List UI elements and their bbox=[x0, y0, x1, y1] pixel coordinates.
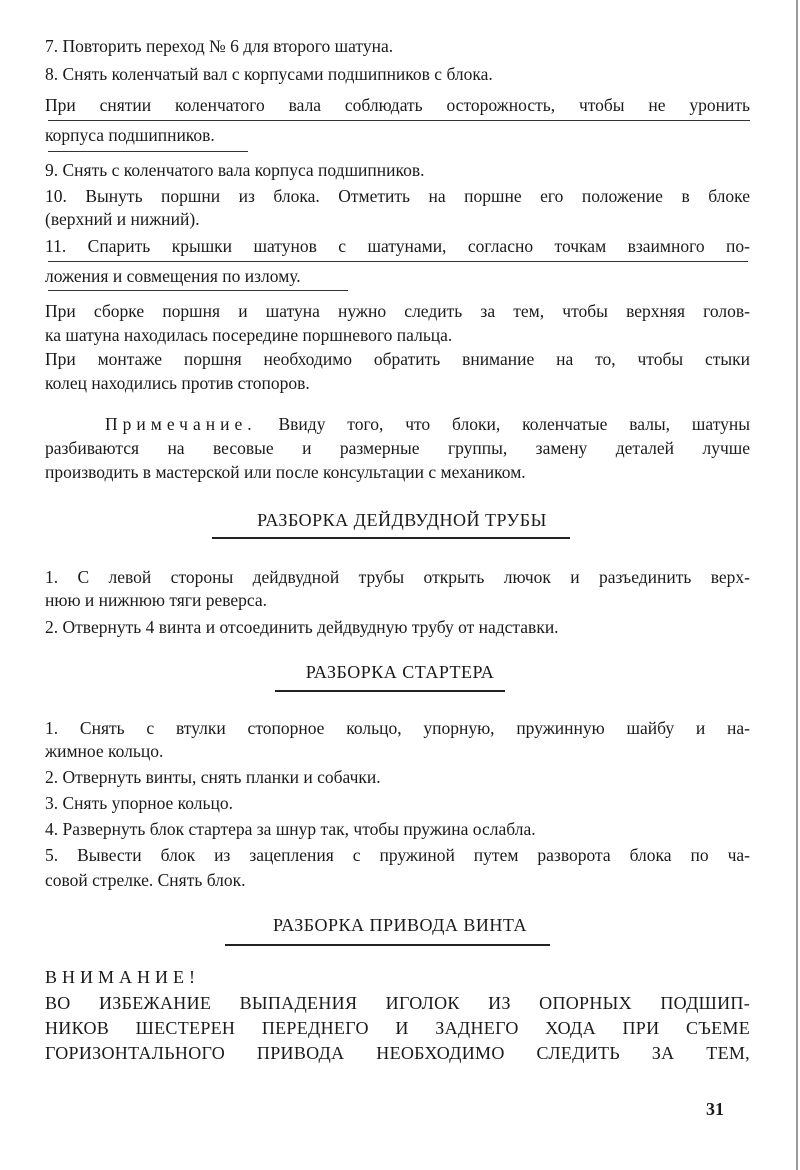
text-line: ка шатуна находилась посередине поршневого пальца. bbox=[45, 325, 453, 345]
text-line: 4. Развернуть блок стартера за шнур так, чтобы пружина ослабла. bbox=[45, 819, 536, 839]
text-line: 2. Отвернуть 4 винта и отсоединить дейдвудную трубу от надставки. bbox=[45, 617, 559, 637]
note-line: разбиваются на весовые и размерные группы, замену деталей лучше bbox=[45, 438, 750, 458]
text-line: колец находились против стопоров. bbox=[45, 373, 310, 393]
section-heading: РАЗБОРКА ПРИВОДА ВИНТА bbox=[273, 915, 527, 935]
text-line: 9. Снять с коленчатого вала корпуса подшипников. bbox=[45, 160, 425, 180]
text-line: (верхний и нижний). bbox=[45, 209, 200, 229]
text-line: корпуса подшипников. bbox=[45, 125, 215, 145]
text-line: 8. Снять коленчатый вал с корпусами подшипников с блока. bbox=[45, 64, 493, 84]
heading-underline bbox=[275, 690, 505, 692]
text-line: 11. Спарить крышки шатунов с шатунами, согласно точкам взаимного по- bbox=[45, 236, 750, 256]
underline bbox=[48, 290, 348, 291]
heading-underline bbox=[212, 537, 570, 539]
underline bbox=[48, 120, 750, 121]
text-line: нюю и нижнюю тяги реверса. bbox=[45, 590, 268, 610]
heading-underline bbox=[225, 944, 550, 946]
note-line bbox=[105, 413, 750, 435]
warning-line: ВО ИЗБЕЖАНИЕ ВЫПАДЕНИЯ ИГОЛОК ИЗ ОПОРНЫХ ПОДШИП- bbox=[45, 993, 750, 1013]
text-line: жимное кольцо. bbox=[45, 741, 164, 761]
text-line: 3. Снять упорное кольцо. bbox=[45, 793, 234, 813]
text-line: совой стрелке. Снять блок. bbox=[45, 870, 246, 890]
text-line: ложения и совмещения по излому. bbox=[45, 266, 301, 286]
underline bbox=[48, 261, 748, 262]
note-line: производить в мастерской или после консультации с механиком. bbox=[45, 462, 526, 482]
page-number: 31 bbox=[706, 1099, 724, 1119]
section-heading: РАЗБОРКА СТАРТЕРА bbox=[305, 662, 495, 682]
page-edge bbox=[796, 0, 798, 1170]
warning-line: ГОРИЗОНТАЛЬНОГО ПРИВОДА НЕОБХОДИМО СЛЕДИТЬ ЗА ТЕМ, bbox=[45, 1043, 750, 1063]
note-text: Ввиду того, что блоки, коленчатые валы, шатуны bbox=[278, 414, 751, 434]
text-line: При сборке поршня и шатуна нужно следить за тем, чтобы верхняя голов- bbox=[45, 301, 750, 321]
text-line: 2. Отвернуть винты, снять планки и собачки. bbox=[45, 767, 381, 787]
note-label: Примечание. bbox=[105, 414, 257, 434]
text-line: 7. Повторить переход № 6 для второго шатуна. bbox=[45, 36, 394, 56]
warning-label: ВНИМАНИЕ! bbox=[45, 967, 200, 987]
text-line: 1. С левой стороны дейдвудной трубы открыть лючок и разъединить верх- bbox=[45, 567, 750, 587]
text-line: 1. Снять с втулки стопорное кольцо, упорную, пружинную шайбу и на- bbox=[45, 718, 750, 738]
text-line: 5. Вывести блок из зацепления с пружиной путем разворота блока по ча- bbox=[45, 845, 750, 865]
text-line: При снятии коленчатого вала соблюдать осторожность, чтобы не уронить bbox=[45, 95, 750, 115]
underline bbox=[48, 151, 248, 152]
text-line: 10. Вынуть поршни из блока. Отметить на поршне его положение в блоке bbox=[45, 186, 750, 206]
section-heading: РАЗБОРКА ДЕЙДВУДНОЙ ТРУБЫ bbox=[257, 510, 547, 530]
text-line: При монтаже поршня необходимо обратить внимание на то, чтобы стыки bbox=[45, 349, 750, 369]
warning-line: НИКОВ ШЕСТЕРЕН ПЕРЕДНЕГО И ЗАДНЕГО ХОДА ПРИ СЪЕМЕ bbox=[45, 1018, 750, 1038]
